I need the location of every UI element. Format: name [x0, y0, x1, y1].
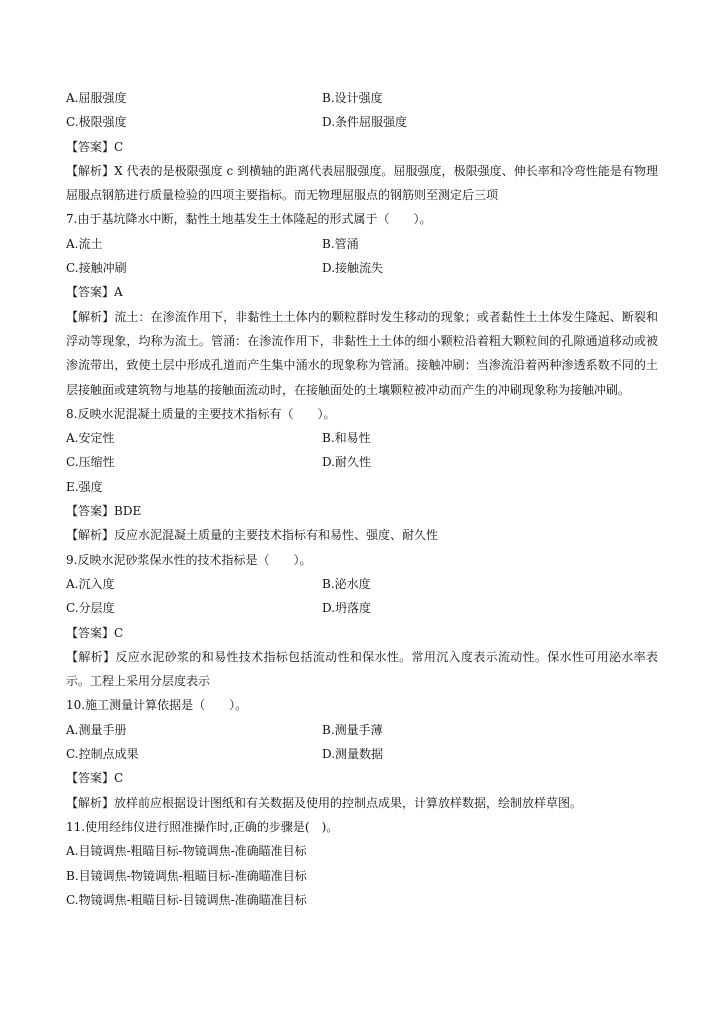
q9-options-row-1: [66, 572, 658, 596]
q9-option-a: A.沉入度: [66, 576, 115, 591]
q8-options-row-2: [66, 450, 658, 474]
q8-question: 8.反映水泥混凝土质量的主要技术指标有（ ）。: [66, 406, 336, 421]
q9-question: 9.反映水泥砂浆保水性的技术指标是（ ）。: [66, 552, 312, 567]
q11-option-b: B.目镜调焦-物镜调焦-粗瞄目标-准确瞄准目标: [66, 868, 307, 883]
q6-answer: 【答案】C: [66, 139, 124, 154]
q8-option-b: B.和易性: [322, 431, 371, 446]
q9-analysis: 【解析】反应水泥砂浆的和易性技术指标包括流动性和保水性。常用沉入度表示流动性。保水性可用泌水率表示。工程上采用分层度表示: [66, 649, 658, 689]
q10-answer: 【答案】C: [66, 771, 124, 786]
q9-answer: 【答案】C: [66, 625, 124, 640]
q11-option-a: A.目镜调焦-粗瞄目标-物镜调焦-准确瞄准目标: [66, 844, 307, 859]
q8-answer: 【答案】BDE: [66, 504, 142, 519]
q6-analysis: 【解析】X 代表的是极限强度 c 到横轴的距离代表屈服强度。屈服强度，极限强度、伸长率和冷弯性能是有物理屈服点钢筋进行质量检验的四项主要指标。而无物理屈服点的钢筋则至测定后三项: [66, 163, 658, 203]
q8-option-a: A.安定性: [66, 431, 115, 446]
q7-analysis: 【解析】流土：在渗流作用下，非黏性土土体内的颗粒群时发生移动的现象；或者黏性土土体发生隆起、断裂和浮动等现象，均称为流土。管涌：在渗流作用下，非黏性土土体的细小颗粒沿着粗大颗粒间的孔隙通道移动或被渗流带出，致使土层中形成孔道而产生集中涌水的现象称为管涌。接触冲刷：当渗流沿着两种渗透系数不同的土层接触面或建筑物与地基的接触面流动时，在接触面处的土壤颗粒被冲动而产生的冲刷现象称为接触冲刷。: [66, 309, 658, 397]
q8-option-e: E.强度: [66, 479, 103, 494]
q7-options-row-1: [66, 232, 658, 256]
q6-option-c: C.极限强度: [66, 115, 127, 130]
q6-option-a: A.屈服强度: [66, 91, 127, 105]
q10-options-row-1: [66, 718, 658, 742]
q10-option-c: C.控制点成果: [66, 747, 139, 762]
q9-option-c: C.分层度: [66, 601, 115, 616]
q9-option-d: D.坍落度: [322, 601, 372, 616]
q10-options-row-2: [66, 742, 658, 766]
q7-option-a: A.流土: [66, 236, 103, 251]
q7-options-row-2: [66, 256, 658, 280]
q8-analysis: 【解析】反应水泥混凝土质量的主要技术指标有和易性、强度、耐久性: [66, 528, 439, 543]
q10-analysis: 【解析】放样前应根据设计图纸和有关数据及使用的控制点成果，计算放样数据，绘制放样草图。: [66, 795, 583, 810]
exam-page: [66, 86, 658, 912]
q6-options-row-1: [66, 86, 658, 110]
q7-answer: 【答案】A: [66, 285, 123, 300]
q7-option-c: C.接触冲刷: [66, 261, 127, 276]
q6-options-row-2: [66, 110, 658, 134]
q11-question: 11.使用经纬仪进行照准操作时,正确的步骤是( )。: [66, 819, 339, 834]
q7-option-d: D.接触流失: [322, 261, 384, 276]
q8-options-row-1: [66, 426, 658, 450]
q9-option-b: B.泌水度: [322, 576, 371, 591]
q8-option-d: D.耐久性: [322, 455, 372, 470]
q10-question: 10.施工测量计算依据是（ ）。: [66, 698, 248, 713]
q10-option-b: B.测量手薄: [322, 722, 383, 737]
q9-options-row-2: [66, 596, 658, 620]
q7-option-b: B.管涌: [322, 236, 359, 251]
q10-option-a: A.测量手册: [66, 722, 127, 737]
q6-option-b: B.设计强度: [322, 91, 383, 105]
q11-option-c: C.物镜调焦-粗瞄目标-目镜调焦-准确瞄准目标: [66, 892, 307, 907]
q8-option-c: C.压缩性: [66, 455, 115, 470]
q6-option-d: D.条件屈服强度: [322, 115, 408, 130]
q10-option-d: D.测量数据: [322, 747, 384, 762]
q7-question: 7.由于基坑降水中断，黏性土地基发生土体隆起的形式属于（ ）。: [66, 212, 432, 227]
